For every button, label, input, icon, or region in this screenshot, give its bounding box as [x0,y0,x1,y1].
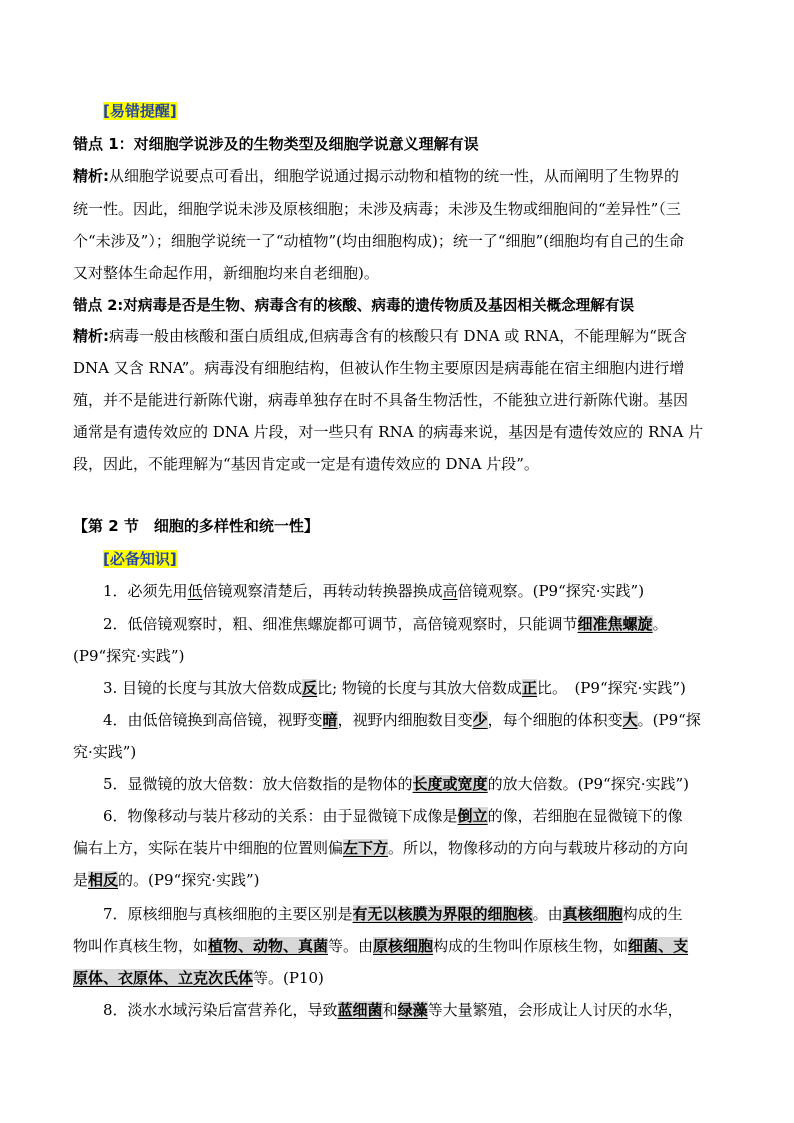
knowledge-item-8 [103,1000,683,1020]
text-segment: 是 [73,871,89,889]
analysis-text: 病毒一般由核酸和蛋白质组成,但病毒含有的核酸只有 DNA 或 RNA，不能理解为“既含 [109,327,687,345]
knowledge-item-5 [103,774,689,794]
error-2-analysis-line-3: 殖，并不是能进行新陈代谢，病毒单独存在时不具备生物活性，不能独立进行新陈代谢。基因 [73,391,689,409]
text-segment: 。由 [532,905,563,923]
answer-highlight: 蓝细菌 [337,1001,383,1019]
text-segment: 4．由低倍镜换到高倍镜，视野变 [103,711,323,729]
text-segment: 偏右上方，实际在装片中细胞的位置则偏 [73,839,344,857]
text-segment: 比; 物镜的长度与其放大倍数成 [317,679,522,697]
text-segment: 的像，若细胞在显微镜下的像 [487,807,683,825]
text-segment: 6．物像移动与装片移动的关系：由于显微镜下成像是 [103,807,458,825]
answer-highlight: 真核细胞 [562,905,623,923]
error-1-analysis-line-1 [73,166,679,186]
text-segment: 和 [382,1001,398,1019]
error-2-analysis-line-2: DNA 又含 RNA”。病毒没有细胞结构，但被认作生物主要原因是病毒能在宿主细胞内进行增 [73,359,685,377]
knowledge-item-1 [103,581,644,601]
knowledge-item-4 [103,710,701,730]
error-point-1-title: 错点 1：对细胞学说涉及的生物类型及细胞学说意义理解有误 [73,135,479,153]
knowledge-item-6-cont-1 [73,838,688,858]
text-segment: 等。(P10) [253,969,324,987]
answer-highlight: 正 [521,679,537,697]
analysis-label: 精析: [73,327,109,345]
knowledge-item-3 [103,678,686,698]
answer-highlight: 绿藻 [397,1001,428,1019]
answer-highlight: 倒立 [457,807,488,825]
error-1-analysis-line-4: 又对整体生命起作用，新细胞均来自老细胞)。 [73,264,379,282]
knowledge-item-2 [103,614,668,634]
error-1-analysis-line-3: 个“未涉及”）；细胞学说统一了“动植物”(均由细胞构成)；统一了“细胞”(细胞均有自己的生命 [73,232,685,250]
knowledge-item-7-cont-2 [73,968,324,988]
knowledge-tag-label: [必备知识] [103,550,177,568]
answer-highlight: 高 [442,582,458,600]
text-segment: 。(P9“探 [637,711,701,729]
analysis-label: 精析: [73,167,109,185]
answer-highlight: 大 [622,711,638,729]
answer-highlight: 反 [302,679,318,697]
knowledge-item-4-cont: 究·实践”) [73,743,137,761]
error-2-analysis-line-1 [73,326,687,346]
text-segment: 1．必须先用 [103,582,188,600]
analysis-text: 从细胞学说要点可看出，细胞学说通过揭示动物和植物的统一性，从而阐明了生物界的 [109,167,680,185]
answer-highlight: 长度或宽度 [412,775,488,793]
answer-highlight: 少 [472,711,488,729]
text-segment: 倍镜观察。(P9“探究·实践”) [457,582,645,600]
answer-highlight: 植物、动物、真菌 [208,937,329,955]
knowledge-item-7 [103,904,683,924]
error-2-analysis-line-5: 段，因此，不能理解为“基因肯定或一定是有遗传效应的 DNA 片段”。 [73,455,539,473]
text-segment: ，视野内细胞数目变 [337,711,473,729]
text-segment: 比。 (P9“探究·实践”) [536,679,686,697]
knowledge-item-6 [103,806,683,826]
answer-highlight: 左下方 [343,839,389,857]
text-segment: 构成的生物叫作原核生物，如 [433,937,629,955]
text-segment: 。所以，物像移动的方向与载玻片移动的方向 [388,839,689,857]
text-segment: 的。(P9“探究·实践”) [118,871,260,889]
mistake-reminder-tag [103,101,177,121]
text-segment: 3. 目镜的长度与其放大倍数成 [103,679,303,697]
answer-highlight: 暗 [322,711,338,729]
answer-highlight: 原核细胞 [373,937,434,955]
text-segment: 倍镜观察清楚后，再转动转换器换成 [202,582,443,600]
text-segment: ，每个细胞的体积变 [487,711,623,729]
answer-highlight: 细菌、支 [628,937,689,955]
text-segment: 。 [652,615,668,633]
text-segment: 等。由 [328,937,374,955]
answer-highlight: 有无以核膜为界限的细胞核 [352,905,533,923]
essential-knowledge-tag [103,549,177,569]
text-segment: 构成的生 [622,905,683,923]
text-segment: 7．原核细胞与真核细胞的主要区别是 [103,905,353,923]
error-1-analysis-line-2: 统一性。因此，细胞学说未涉及原核细胞；未涉及病毒；未涉及生物或细胞间的“差异性”（三 [73,200,681,218]
knowledge-item-7-cont-1 [73,936,688,956]
error-point-2-title: 错点 2:对病毒是否是生物、病毒含有的核酸、病毒的遗传物质及基因相关概念理解有误 [73,297,635,314]
mistake-tag-label: [易错提醒] [103,102,177,120]
error-2-analysis-line-4: 通常是有遗传效应的 DNA 片段，对一些只有 RNA 的病毒来说，基因是有遗传效应的 RNA 片 [73,423,704,441]
text-segment: 物叫作真核生物，如 [73,937,209,955]
text-segment: 的放大倍数。(P9“探究·实践”) [487,775,690,793]
answer-highlight: 相反 [88,871,119,889]
text-segment: 5．显微镜的放大倍数：放大倍数指的是物体的 [103,775,413,793]
knowledge-item-2-cont: (P9“探究·实践”) [73,647,185,665]
answer-highlight: 细准焦螺旋 [577,615,653,633]
text-segment: 8．淡水水域污染后富营养化，导致 [103,1001,338,1019]
answer-highlight: 原体、衣原体、立克次氏体 [73,969,254,987]
section-2-heading: 【第 2 节 细胞的多样性和统一性】 [73,517,319,535]
text-segment: 等大量繁殖，会形成让人讨厌的水华， [427,1001,683,1019]
text-segment: 2．低倍镜观察时，粗、细准焦螺旋都可调节，高倍镜观察时，只能调节 [103,615,578,633]
answer-highlight: 低 [187,582,203,600]
knowledge-item-6-cont-2 [73,870,259,890]
